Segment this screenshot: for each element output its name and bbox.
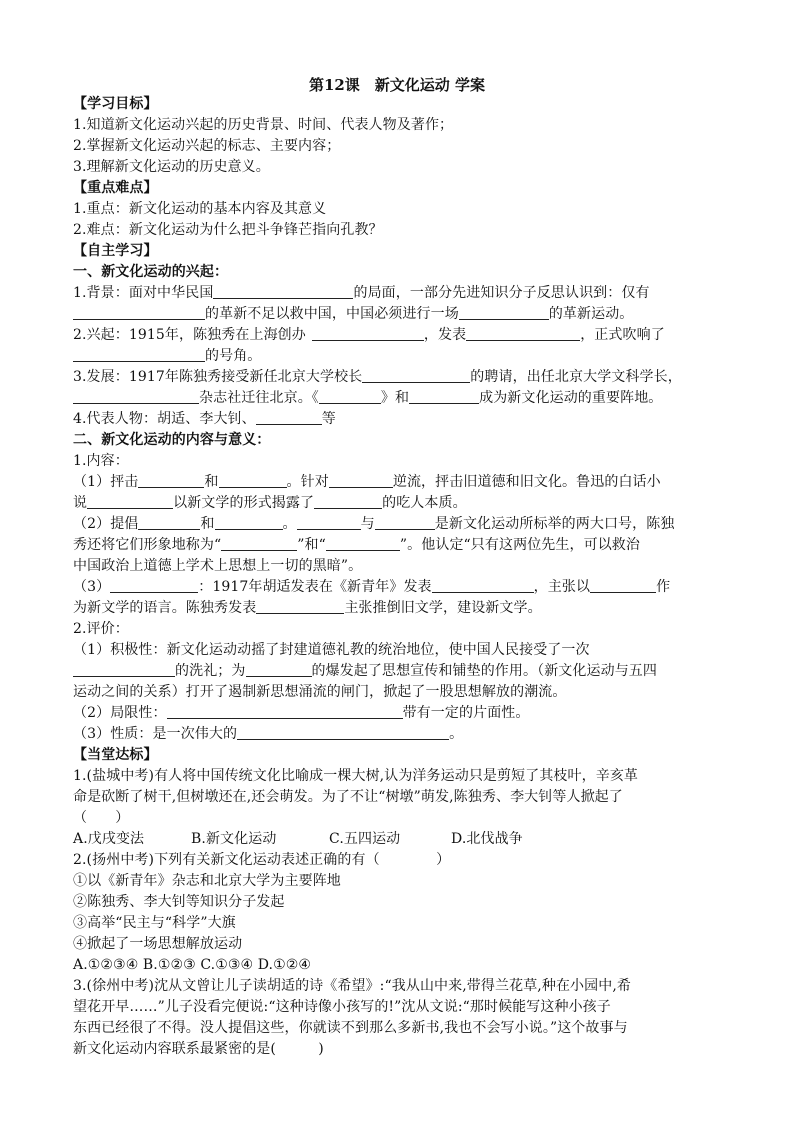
blank[interactable] bbox=[110, 578, 198, 593]
part1-heading: 一、新文化运动的兴起： bbox=[73, 264, 229, 280]
page-title: 第12课 新文化运动 学案 bbox=[308, 76, 486, 94]
text: （1）抨击 bbox=[73, 474, 139, 490]
question-2-stem: 2.(扬州中考)下列有关新文化运动表述正确的有（ ） bbox=[73, 852, 451, 868]
blank[interactable] bbox=[590, 578, 656, 593]
text: （3） bbox=[73, 579, 111, 595]
text: 》和 bbox=[380, 390, 410, 406]
text: 。 bbox=[282, 516, 297, 532]
text: 秀还将它们形象地称为“ bbox=[73, 537, 222, 553]
text: 为新文学的语言。陈独秀发表 bbox=[73, 600, 257, 616]
blank[interactable] bbox=[237, 725, 449, 740]
blank[interactable] bbox=[314, 494, 382, 509]
development-line-1 bbox=[73, 368, 682, 386]
option-a: A.戊戌变法 bbox=[73, 831, 145, 847]
blank[interactable] bbox=[215, 515, 283, 530]
blank[interactable] bbox=[466, 326, 580, 341]
section-keypoints: 【重点难点】 bbox=[73, 180, 158, 196]
text: ”。他认定“只有这两位先生，可以救治 bbox=[399, 537, 641, 553]
text: 成为新文化运动的重要阵地。 bbox=[479, 390, 663, 406]
blank[interactable] bbox=[73, 662, 175, 677]
text: 的革新运动。 bbox=[548, 306, 634, 322]
evaluation-1-line-2 bbox=[73, 662, 657, 680]
text: 。针对 bbox=[286, 474, 329, 490]
blank[interactable] bbox=[297, 515, 361, 530]
people-line bbox=[73, 410, 336, 428]
blank[interactable] bbox=[73, 347, 205, 362]
blank[interactable] bbox=[326, 536, 400, 551]
text: 的局面，一部分先进知识分子反思认识到：仅有 bbox=[353, 285, 650, 301]
blank[interactable] bbox=[73, 389, 199, 404]
question-3-line-3: 东西已经很了不得。没人提倡这些，你就读不到那么多新书,我也不会写小说。”这个故事与 bbox=[73, 1020, 628, 1036]
question-3-line-4: 新文化运动内容联系最紧密的是( ) bbox=[73, 1041, 324, 1057]
evaluation-3-line bbox=[73, 725, 463, 743]
question-2-item-4: ④掀起了一场思想解放运动 bbox=[73, 936, 243, 952]
text: 与 bbox=[360, 516, 375, 532]
question-2-item-2: ②陈独秀、李大钊等知识分子发起 bbox=[73, 894, 285, 910]
text: 等 bbox=[321, 411, 336, 427]
text: 4.代表人物：胡适、李大钊、 bbox=[73, 411, 256, 427]
blank[interactable] bbox=[138, 473, 204, 488]
text: ”和“ bbox=[297, 537, 326, 553]
rise-line-1 bbox=[73, 326, 665, 344]
text: 的洗礼；为 bbox=[175, 663, 246, 679]
content-1-line-2 bbox=[73, 494, 467, 512]
question-3-line-2: 望花开早……”儿子没看完便说:“这种诗像小孩写的!”沈从文说:“那时候能写这种小孩子 bbox=[73, 999, 611, 1015]
goal-2: 2.掌握新文化运动兴起的标志、主要内容； bbox=[73, 138, 341, 154]
background-line-1 bbox=[73, 284, 650, 302]
evaluation-1-line-1: （1）积极性：新文化运动动摇了封建道德礼教的统治地位，使中国人民接受了一次 bbox=[73, 642, 590, 658]
part2-heading: 二、新文化运动的内容与意义： bbox=[73, 432, 271, 448]
text: 和 bbox=[200, 516, 215, 532]
text: 1.背景：面对中华民国 bbox=[73, 285, 214, 301]
text: 主张推倒旧文学，建设新文学。 bbox=[344, 600, 542, 616]
evaluation-1-line-3: 运动之间的关系）打开了遏制新思想涌流的闸门，掀起了一股思想解放的潮流。 bbox=[73, 684, 567, 700]
section-practice: 【当堂达标】 bbox=[73, 747, 158, 763]
text: 说 bbox=[73, 495, 88, 511]
development-line-2 bbox=[73, 389, 662, 407]
text: 的爆发起了思想宣传和铺垫的作用。（新文化运动与五四 bbox=[311, 663, 657, 679]
rise-line-2 bbox=[73, 347, 261, 365]
blank[interactable] bbox=[319, 389, 381, 404]
question-1-line-2: 命是砍断了树干,但树墩还在,还会萌发。为了不让“树墩”萌发,陈独秀、李大钊等人掀起了 bbox=[73, 789, 623, 805]
text: 以新文学的形式揭露了 bbox=[173, 495, 315, 511]
blank[interactable] bbox=[246, 662, 312, 677]
option-d: D.北伐战争 bbox=[451, 831, 523, 847]
text: 逆流，抨击旧道德和旧文化。鲁迅的白话小 bbox=[392, 474, 661, 490]
text: ：1917年胡适发表在《新青年》发表 bbox=[198, 579, 432, 595]
text: （2）局限性： bbox=[73, 705, 167, 721]
evaluation-2-line bbox=[73, 704, 530, 722]
text: 作 bbox=[656, 579, 671, 595]
question-2-item-3: ③高举“民主与“科学”大旗 bbox=[73, 915, 236, 931]
text: 的号角。 bbox=[205, 348, 262, 364]
content-label: 1.内容： bbox=[73, 453, 129, 469]
question-1-line-1: 1.(盐城中考)有人将中国传统文化比喻成一棵大树,认为洋务运动只是剪短了其枝叶，辛亥革 bbox=[73, 768, 639, 784]
option-c: C.五四运动 bbox=[329, 831, 401, 847]
section-goals: 【学习目标】 bbox=[73, 96, 158, 112]
background-line-2 bbox=[73, 305, 633, 323]
text: （3）性质：是一次伟大的 bbox=[73, 726, 238, 742]
text: ，发表 bbox=[423, 327, 467, 343]
blank[interactable] bbox=[256, 410, 322, 425]
evaluation-label: 2.评价： bbox=[73, 621, 129, 637]
goal-3: 3.理解新文化运动的历史意义。 bbox=[73, 159, 270, 175]
content-2-line-2 bbox=[73, 536, 640, 554]
content-2-line-3: 中国政治上道德上学术上思想上一切的黑暗”。 bbox=[73, 558, 363, 574]
blank[interactable] bbox=[362, 368, 470, 383]
blank[interactable] bbox=[329, 473, 393, 488]
text: 3.发展：1917年陈独秀接受新任北京大学校长 bbox=[73, 369, 363, 385]
text: 的聘请，出任北京大学文科学长， bbox=[470, 369, 682, 385]
text: 。 bbox=[449, 726, 464, 742]
keypoint-2: 2.难点：新文化运动为什么把斗争锋芒指向孔教？ bbox=[73, 222, 383, 238]
text: ，主张以 bbox=[533, 579, 591, 595]
question-1-answer-blank: （ ） bbox=[73, 810, 130, 826]
blank[interactable] bbox=[219, 473, 287, 488]
keypoint-1: 1.重点：新文化运动的基本内容及其意义 bbox=[73, 201, 327, 217]
text: ，正式吹响了 bbox=[580, 327, 665, 343]
blank[interactable] bbox=[167, 704, 403, 719]
content-3-line-1 bbox=[73, 578, 670, 596]
blank[interactable] bbox=[459, 305, 549, 320]
text: 2.兴起：1915年，陈独秀在上海创办 bbox=[73, 327, 306, 343]
text: 的吃人本质。 bbox=[382, 495, 467, 511]
text: 和 bbox=[204, 474, 219, 490]
blank[interactable] bbox=[213, 284, 353, 299]
goal-1: 1.知道新文化运动兴起的历史背景、时间、代表人物及著作； bbox=[73, 117, 454, 133]
content-3-line-2 bbox=[73, 599, 542, 617]
blank[interactable] bbox=[312, 326, 424, 341]
blank[interactable] bbox=[432, 578, 534, 593]
blank[interactable] bbox=[375, 515, 435, 530]
section-self-study: 【自主学习】 bbox=[73, 243, 158, 259]
text: 杂志社迁往北京。《 bbox=[199, 390, 319, 406]
text: （2）提倡 bbox=[73, 516, 139, 532]
blank[interactable] bbox=[409, 389, 479, 404]
blank[interactable] bbox=[73, 305, 205, 320]
question-1-options bbox=[73, 830, 523, 848]
content-2-line-1 bbox=[73, 515, 674, 533]
text: 是新文化运动所标举的两大口号，陈独 bbox=[434, 516, 675, 532]
blank[interactable] bbox=[256, 599, 344, 614]
text: 带有一定的片面性。 bbox=[402, 705, 530, 721]
question-2-item-1: ①以《新青年》杂志和北京大学为主要阵地 bbox=[73, 873, 341, 889]
blank[interactable] bbox=[87, 494, 173, 509]
text: 的革新不足以救中国，中国必须进行一场 bbox=[205, 306, 459, 322]
question-3-line-1: 3.(徐州中考)沈从文曾让儿子读胡适的诗《希望》:“我从山中来,带得兰花草,种在小园中,希 bbox=[73, 978, 632, 994]
content-1-line-1 bbox=[73, 473, 661, 491]
blank[interactable] bbox=[138, 515, 200, 530]
blank[interactable] bbox=[221, 536, 297, 551]
option-b: B.新文化运动 bbox=[191, 831, 277, 847]
question-2-options: A.①②③④ B.①②③ C.①③④ D.①②④ bbox=[73, 957, 312, 973]
